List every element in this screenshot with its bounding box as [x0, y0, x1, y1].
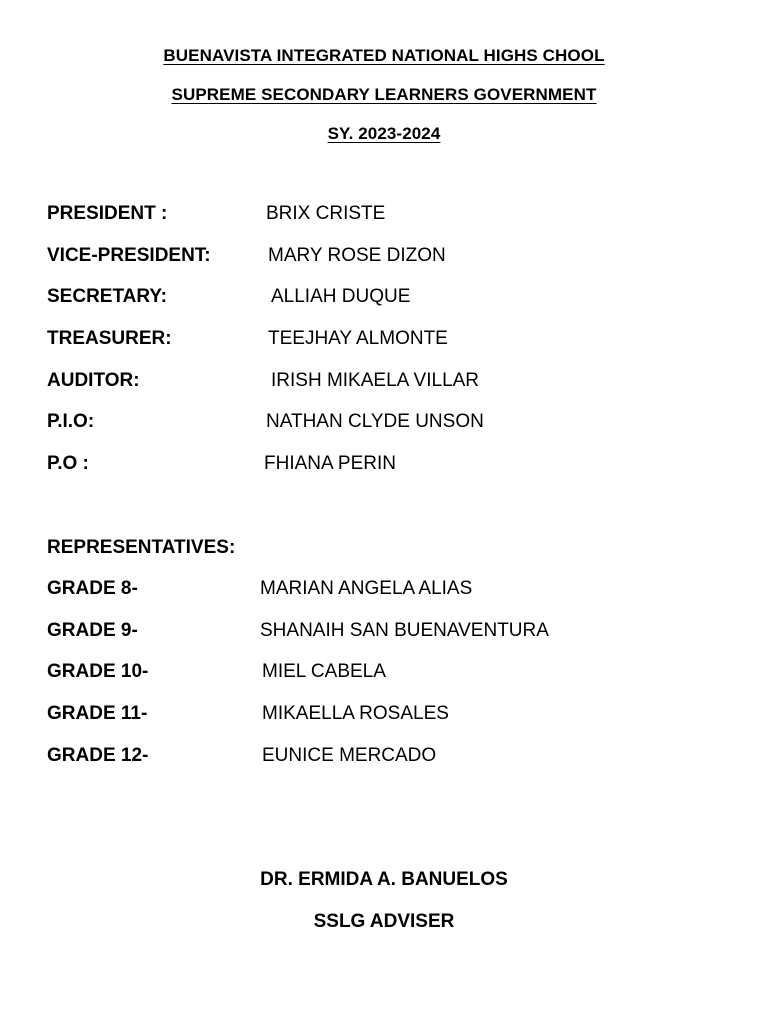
officer-row-secretary — [0, 284, 768, 310]
representative-grade: GRADE 8- — [47, 578, 138, 599]
representative-row-grade-8 — [0, 576, 768, 602]
officer-role: AUDITOR: — [47, 370, 140, 391]
officer-role: PRESIDENT : — [47, 203, 168, 224]
adviser-name: DR. ERMIDA A. BANUELOS — [260, 869, 508, 890]
officer-row-president — [0, 201, 768, 227]
officer-role: P.O : — [47, 453, 89, 474]
officer-name: ALLIAH DUQUE — [271, 286, 411, 307]
officer-name: BRIX CRISTE — [266, 203, 386, 224]
officer-role: VICE-PRESIDENT: — [47, 245, 211, 266]
officer-row-pio — [0, 409, 768, 435]
officer-row-treasurer — [0, 326, 768, 352]
officer-row-auditor — [0, 368, 768, 394]
officer-role: P.I.O: — [47, 411, 95, 432]
representative-grade: GRADE 12- — [47, 745, 149, 766]
officer-name: FHIANA PERIN — [264, 453, 396, 474]
officer-row-vice-president — [0, 243, 768, 269]
representative-name: SHANAIH SAN BUENAVENTURA — [260, 620, 549, 641]
officer-name: IRISH MIKAELA VILLAR — [271, 370, 480, 391]
representative-grade: GRADE 11- — [47, 703, 148, 724]
officer-role: TREASURER: — [47, 328, 172, 349]
representative-row-grade-9 — [0, 618, 768, 644]
officer-name: MARY ROSE DIZON — [268, 245, 446, 266]
representative-row-grade-11 — [0, 701, 768, 727]
representative-grade: GRADE 9- — [47, 620, 138, 641]
school-year: SY. 2023-2024 — [327, 124, 441, 143]
representative-grade: GRADE 10- — [47, 661, 149, 682]
representative-row-grade-12 — [0, 743, 768, 769]
officer-role: SECRETARY: — [47, 286, 167, 307]
officer-name: TEEJHAY ALMONTE — [268, 328, 448, 349]
school-name: BUENAVISTA INTEGRATED NATIONAL HIGHS CHOOL — [163, 46, 605, 65]
representative-name: MARIAN ANGELA ALIAS — [260, 578, 473, 599]
officer-row-po — [0, 451, 768, 477]
adviser-title: SSLG ADVISER — [313, 911, 455, 932]
representative-name: MIEL CABELA — [262, 661, 386, 682]
officer-name: NATHAN CLYDE UNSON — [266, 411, 484, 432]
organization-name: SUPREME SECONDARY LEARNERS GOVERNMENT — [171, 85, 597, 104]
representative-row-grade-10 — [0, 659, 768, 685]
representative-name: EUNICE MERCADO — [262, 745, 437, 766]
representative-name: MIKAELLA ROSALES — [262, 703, 449, 724]
representatives-heading: REPRESENTATIVES: — [47, 537, 236, 558]
